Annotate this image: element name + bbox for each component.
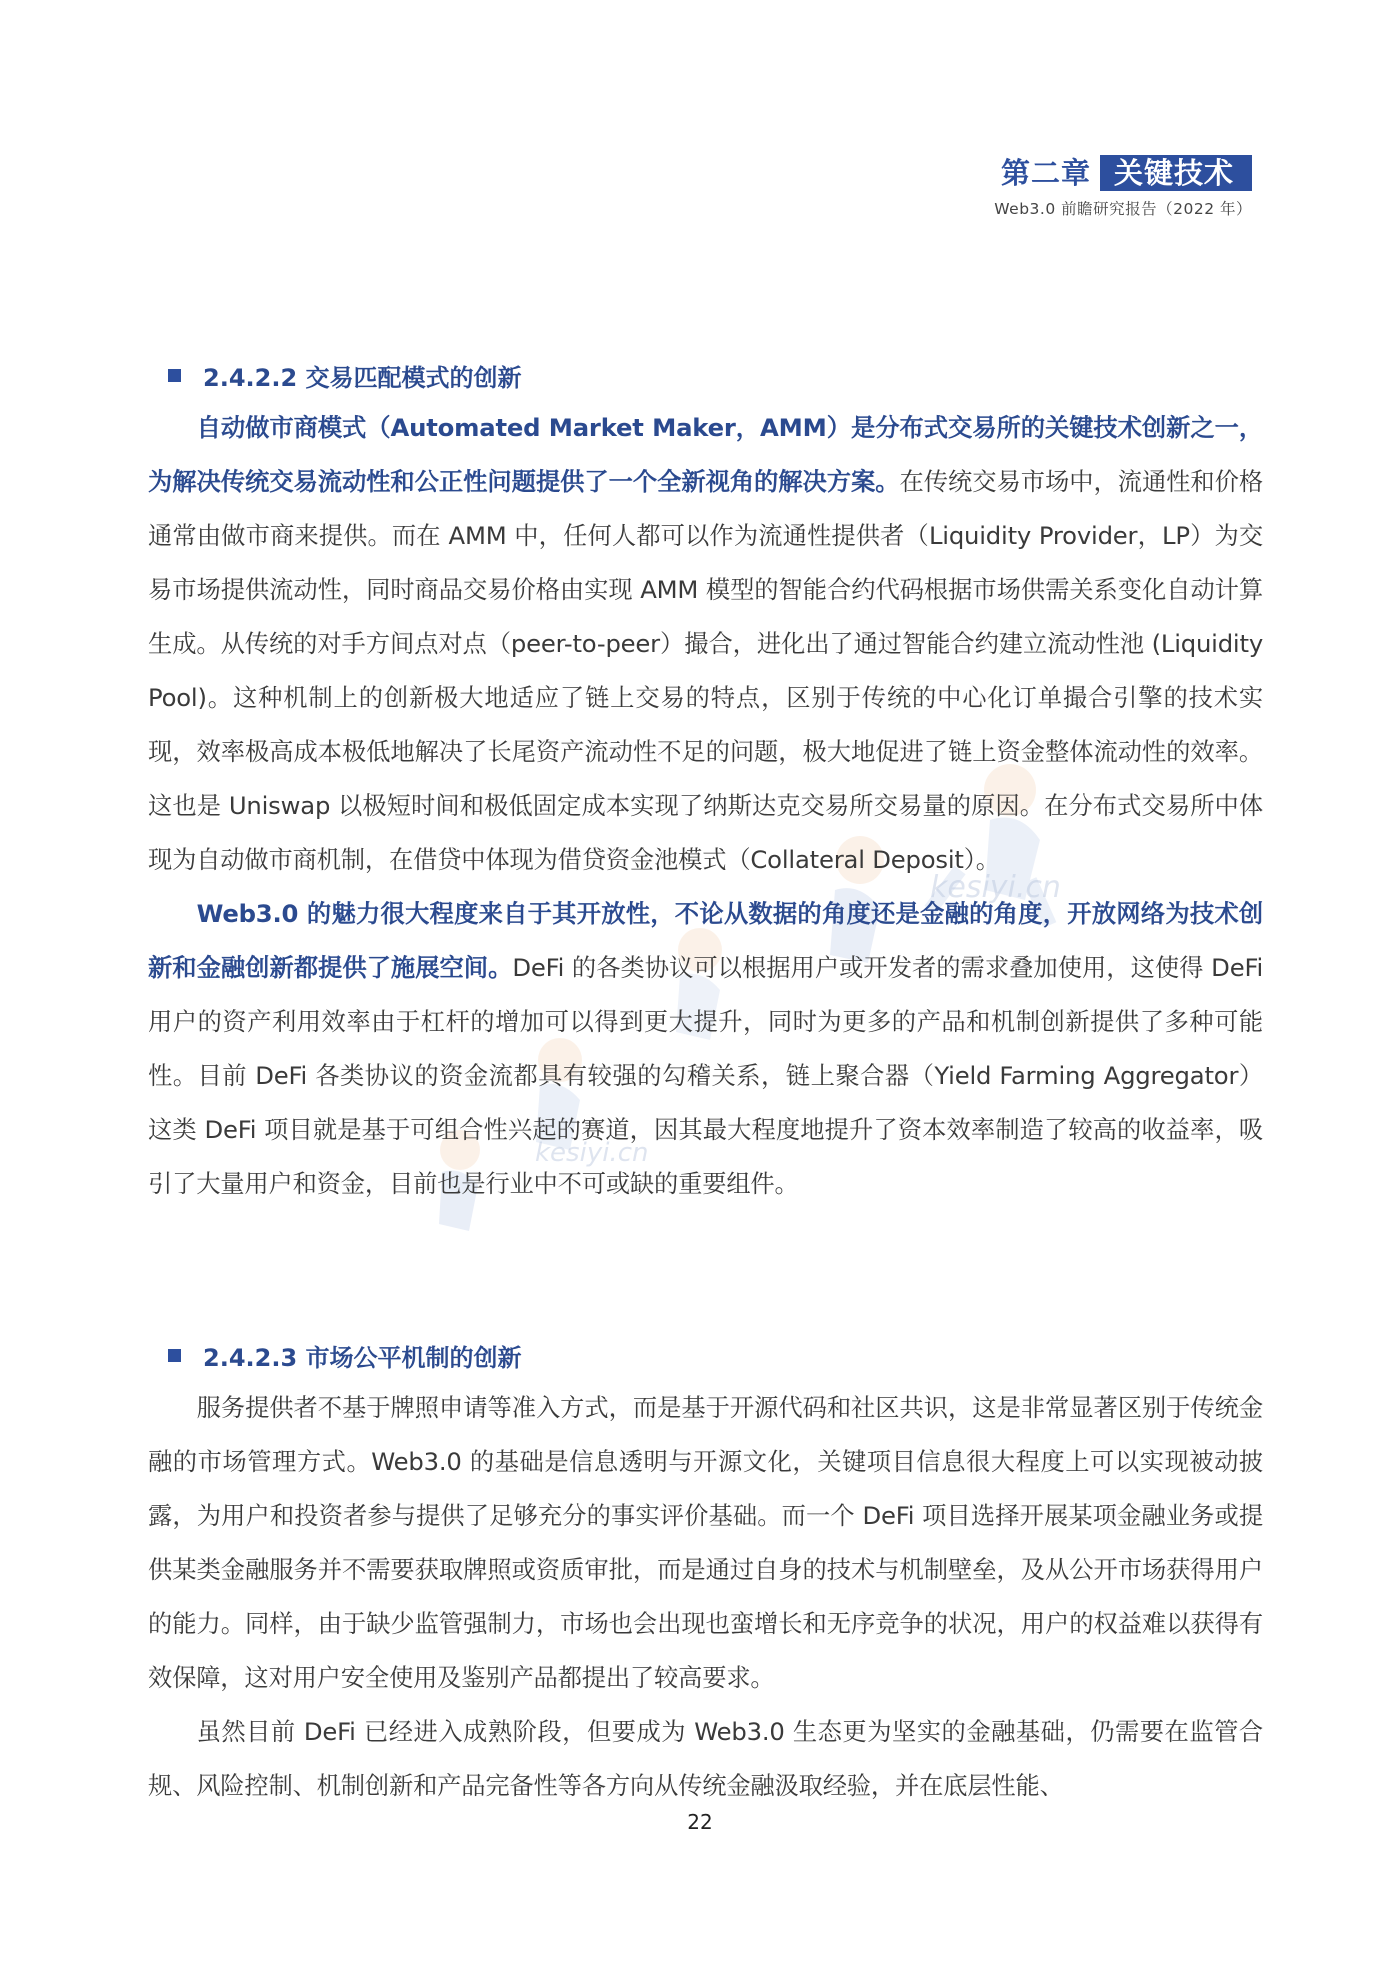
paragraph-text: 在传统交易市场中，流通性和价格通常由做市商来提供。而在 AMM 中，任何人都可以作为流通性提供者（Liquidity Provider，LP）为交易市场提供流动性，同时商品交易价格由实现 AMM 模型的智能合约代码根据市场供需关系变化自动计算生成。从传统的对手方间点对点（peer-to-peer）撮合，进化出了通过智能合约建立流动性池 (Liquidity Pool)。这种机制上的创新极大地适应了链上交易的特点，区别于传统的中心化订单撮合引擎的技术实现，效率极高成本极低地解决了长尾资产流动性不足的问题，极大地促进了链上资金整体流动性的效率。这也是 Uniswap 以极短时间和极低固定成本实现了纳斯达克交易所交易量的原因。在分布式交易所中体现为自动做市商机制，在借贷中体现为借贷资金池模式（Collateral Deposit）。 — [148, 467, 1264, 874]
paragraph — [148, 1381, 1263, 1705]
page-header — [832, 155, 1252, 219]
section-heading-text: 2.4.2.2 交易匹配模式的创新 — [203, 363, 522, 392]
paragraph — [148, 401, 1263, 887]
section-heading — [148, 355, 1263, 395]
section-heading — [148, 1335, 1263, 1375]
chapter-title: 关键技术 — [1100, 155, 1252, 191]
watermark-text-lower: kesiyi.cn — [535, 1138, 649, 1168]
paragraph — [148, 887, 1263, 1211]
highlighted-text: Web3.0 的魅力很大程度来自于其开放性，不论从数据的角度还是金融的角度，开放网络为技术创新和金融创新都提供了施展空间。 — [148, 899, 1263, 982]
section-market-fairness — [148, 1335, 1263, 1813]
paragraph-text: DeFi 的各类协议可以根据用户或开发者的需求叠加使用，这使得 DeFi 用户的资产利用效率由于杠杆的增加可以得到更大提升，同时为更多的产品和机制创新提供了多种可能性。目前 DeFi 各类协议的资金流都具有较强的勾稽关系，链上聚合器（Yield Farming Aggregator）这类 DeFi 项目就是基于可组合性兴起的赛道，因其最大程度地提升了资本效率制造了较高的收益率，吸引了大量用户和资金，目前也是行业中不可或缺的重要组件。 — [148, 953, 1264, 1198]
paragraph-text: 服务提供者不基于牌照申请等准入方式，而是基于开源代码和社区共识，这是非常显著区别于传统金融的市场管理方式。Web3.0 的基础是信息透明与开源文化，关键项目信息很大程度上可以实现被动披露，为用户和投资者参与提供了足够充分的事实评价基础。而一个 DeFi 项目选择开展某项金融业务或提供某类金融服务并不需要获取牌照或资质审批，而是通过自身的技术与机制壁垒，及从公开市场获得用户的能力。同样，由于缺少监管强制力，市场也会出现也蛮增长和无序竞争的状况，用户的权益难以获得有效保障，这对用户安全使用及鉴别产品都提出了较高要求。 — [148, 1393, 1263, 1692]
chapter-row — [832, 155, 1252, 191]
paragraph — [148, 1705, 1263, 1813]
square-bullet-icon — [168, 369, 181, 382]
page-number: 22 — [687, 1810, 713, 1834]
chapter-number: 第二章 — [1000, 156, 1091, 190]
paragraph-text: 虽然目前 DeFi 已经进入成熟阶段，但要成为 Web3.0 生态更为坚实的金融基础，仍需要在监管合规、风险控制、机制创新和产品完备性等各方向从传统金融汲取经验，并在底层性能、 — [148, 1717, 1263, 1800]
square-bullet-icon — [168, 1349, 181, 1362]
section-trade-matching — [148, 355, 1263, 1211]
report-title: Web3.0 前瞻研究报告（2022 年） — [994, 200, 1252, 218]
highlighted-text: 自动做市商模式（Automated Market Maker，AMM）是分布式交易所的关键技术创新之一，为解决传统交易流动性和公正性问题提供了一个全新视角的解决方案。 — [148, 413, 1263, 496]
watermark-text-upper: kesiyi.cn — [930, 870, 1061, 905]
section-heading-text: 2.4.2.3 市场公平机制的创新 — [203, 1343, 522, 1372]
